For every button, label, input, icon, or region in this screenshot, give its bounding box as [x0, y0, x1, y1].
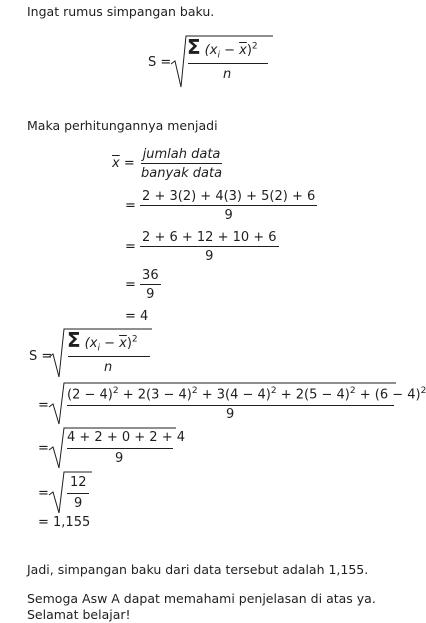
mean-result: = 4 [125, 309, 149, 324]
sd-step-3-numerator: 4 + 2 + 0 + 2 + 4 [67, 430, 185, 445]
sd-step-4-fraction-line [67, 493, 89, 494]
formula-fraction-line [188, 63, 268, 64]
sd-step-4-denominator: 9 [74, 496, 83, 511]
closing-text-1: Semoga Asw A dapat memahami penjelasan di atas ya. [27, 591, 376, 606]
transition-text: Maka perhitungannya menjadi [27, 118, 218, 133]
sd-step-3-eq: = [38, 441, 49, 456]
sd-result: = 1,155 [38, 515, 91, 530]
sd-formula-fraction-line [68, 356, 150, 357]
sd-step-3-fraction-line [67, 448, 173, 449]
formula-lhs: S = [148, 55, 172, 70]
sd-step-2-eq: = [38, 398, 49, 413]
sd-formula-denominator: n [104, 360, 113, 375]
sd-step-4-numerator: 12 [70, 475, 87, 490]
sd-lhs: S = [29, 349, 53, 364]
sd-step-2-denominator: 9 [226, 407, 235, 422]
mean-definition: $\frac{\text{jumlah data}}{\text{banyak data}}$ [141, 147, 223, 181]
intro-text: Ingat rumus simpangan baku. [27, 4, 215, 19]
sd-step-4-eq: = [38, 486, 49, 501]
formula-numerator: Σ $(x_i - \overline{x})^2$ [187, 35, 258, 61]
formula-denominator: n [223, 67, 232, 82]
sd-formula-numerator: Σ $(x_i - \overline{x})^2$ [67, 328, 138, 354]
sd-step-2-fraction-line [67, 405, 394, 406]
sd-step-3-denominator: 9 [115, 451, 124, 466]
mean-step-4: = $\frac{36}{9}$ [125, 268, 159, 302]
closing-text-2: Selamat belajar! [27, 607, 131, 622]
mean-lhs: $\overline{x}$ = [112, 156, 135, 171]
mean-step-2: = $\frac{2 + 3(2) + 4(3) + 5(2) + 6}{9}$ [125, 189, 316, 223]
sd-step-2-numerator: $(2 - 4)^2 + 2(3 - 4)^2 + 3(4 - 4)^2 + 2(5 - 4)^2 + (6 - 4)^2$ [67, 386, 426, 403]
conclusion-text: Jadi, simpangan baku dari data tersebut adalah 1,155. [27, 562, 369, 577]
mean-step-3: = $\frac{2 + 6 + 12 + 10 + 6}{9}$ [125, 230, 277, 264]
